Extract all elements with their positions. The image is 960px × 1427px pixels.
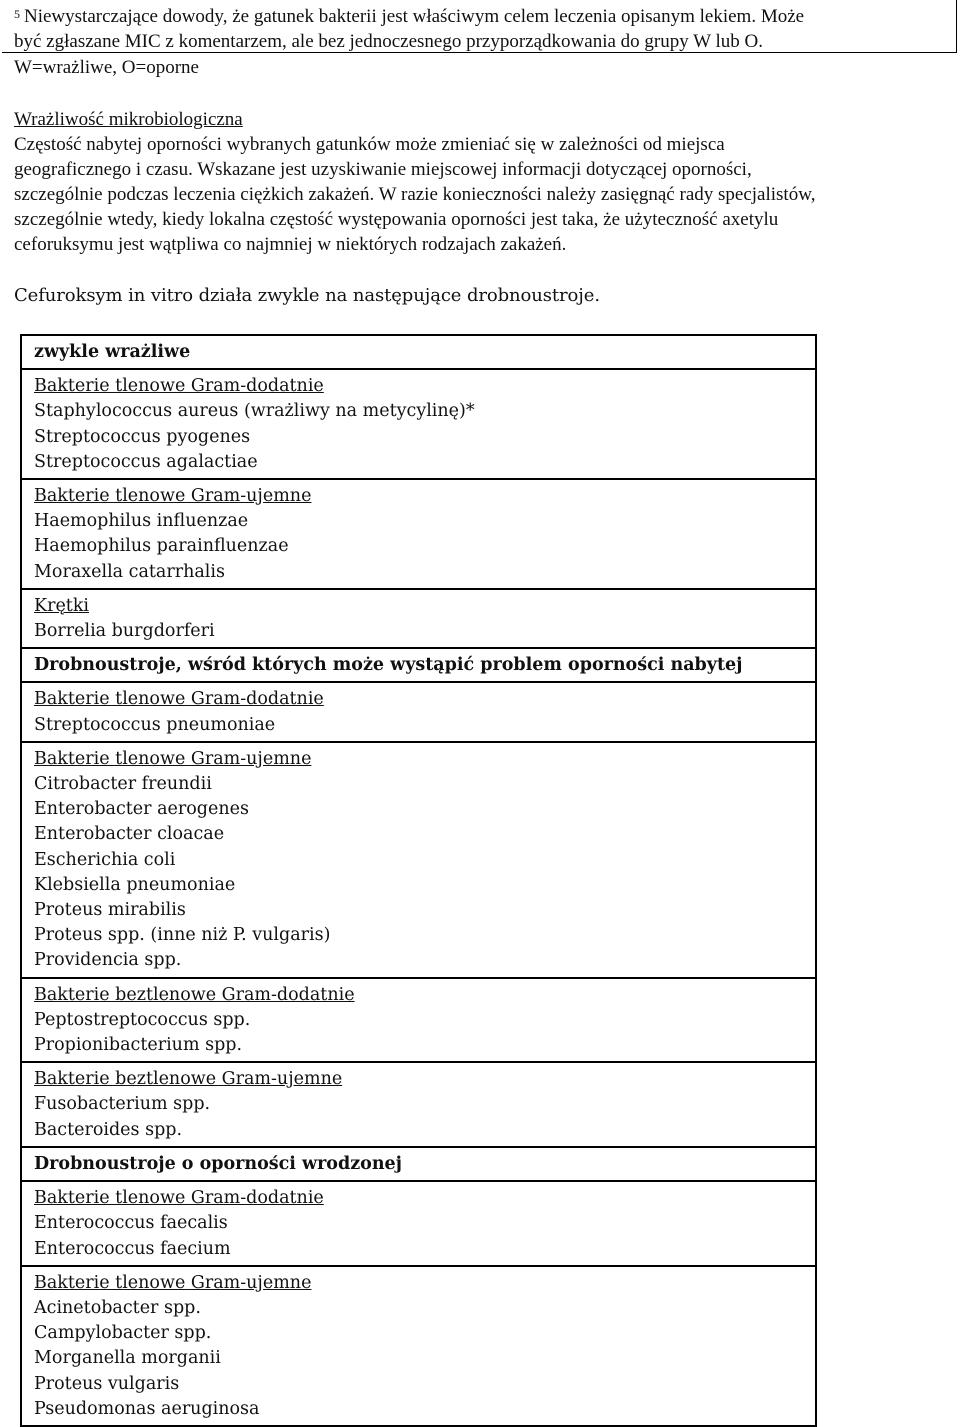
group-cell bbox=[21, 682, 816, 741]
body-line-4: szczególnie wtedy, kiedy lokalna częstość występowania oporności jest taka, że użyteczność axetylu bbox=[14, 209, 779, 230]
organism-item: Pseudomonas aeruginosa bbox=[34, 1398, 260, 1419]
organism-item: Propionibacterium spp. bbox=[34, 1035, 243, 1056]
organism-item: Streptococcus agalactiae bbox=[34, 451, 258, 472]
organism-item: Campylobacter spp. bbox=[34, 1323, 212, 1344]
group-row bbox=[21, 1062, 816, 1147]
organism-item: Haemophilus influenzae bbox=[34, 511, 249, 532]
group-row bbox=[21, 479, 816, 589]
organism-item: Enterobacter cloacae bbox=[34, 824, 225, 845]
organism-item: Streptococcus pneumoniae bbox=[34, 714, 276, 735]
group-row bbox=[21, 589, 816, 648]
category-label: Krętki bbox=[34, 595, 90, 616]
group-cell bbox=[21, 1266, 816, 1426]
group-row bbox=[21, 742, 816, 978]
category-label: Bakterie beztlenowe Gram-dodatnie bbox=[34, 984, 355, 1005]
organism-item: Haemophilus parainfluenzae bbox=[34, 536, 289, 557]
section-title: Drobnoustroje o oporności wrodzonej bbox=[21, 1147, 816, 1181]
organism-item: Staphylococcus aureus (wrażliwy na metycylinę)* bbox=[34, 401, 475, 422]
category-label: Bakterie tlenowe Gram-dodatnie bbox=[34, 376, 324, 397]
organism-item: Borrelia burgdorferi bbox=[34, 621, 215, 642]
organism-item: Proteus mirabilis bbox=[34, 900, 186, 921]
organism-item: Enterobacter aerogenes bbox=[34, 799, 249, 820]
section-heading: Wrażliwość mikrobiologiczna bbox=[14, 109, 243, 130]
body-line-3: szczególnie podczas leczenia ciężkich zakażeń. W razie konieczności należy zasięgnąć rady specjalistów, bbox=[14, 184, 816, 205]
footnote-number: 5 bbox=[14, 7, 20, 21]
body-line-1: Częstość nabytej oporności wybranych gatunków może zmieniać się w zależności od miejsca bbox=[14, 134, 725, 155]
group-row bbox=[21, 682, 816, 741]
footnote-line-3: W=wrażliwe, O=oporne bbox=[14, 57, 199, 78]
group-cell bbox=[21, 1181, 816, 1266]
footnote-line-1: $^5$ Niewystarczające dowody, że gatunek bakterii jest właściwym celem leczenia opisanym lekiem. Może bbox=[14, 6, 805, 27]
group-row bbox=[21, 978, 816, 1063]
organism-item: Proteus spp. (inne niż P. vulgaris) bbox=[34, 925, 331, 946]
organism-item: Klebsiella pneumoniae bbox=[34, 874, 236, 895]
group-row bbox=[21, 1266, 816, 1426]
organism-item: Escherichia coli bbox=[34, 849, 176, 870]
organism-item: Bacteroides spp. bbox=[34, 1119, 183, 1140]
group-cell bbox=[21, 589, 816, 648]
group-cell bbox=[21, 479, 816, 589]
organism-item: Providencia spp. bbox=[34, 950, 182, 971]
organism-item: Morganella morganii bbox=[34, 1348, 221, 1369]
section-title: Drobnoustroje, wśród których może wystąpić problem oporności nabytej bbox=[21, 648, 816, 682]
section-row bbox=[21, 1147, 816, 1181]
group-cell bbox=[21, 742, 816, 978]
organism-item: Acinetobacter spp. bbox=[34, 1297, 201, 1318]
organism-item: Enterococcus faecalis bbox=[34, 1213, 228, 1234]
section-title: zwykle wrażliwe bbox=[21, 335, 816, 369]
organism-item: Streptococcus pyogenes bbox=[34, 426, 251, 447]
body-line-2: geograficznego i czasu. Wskazane jest uzyskiwanie miejscowej informacji dotyczącej oporności, bbox=[14, 159, 752, 180]
organism-item: Enterococcus faecium bbox=[34, 1238, 231, 1259]
footnote-line-2: być zgłaszane MIC z komentarzem, ale bez jednoczesnego przyporządkowania do grupy W lub O. bbox=[14, 31, 763, 52]
group-cell bbox=[21, 978, 816, 1063]
group-row bbox=[21, 1181, 816, 1266]
section-row bbox=[21, 648, 816, 682]
susceptibility-table bbox=[20, 334, 817, 1427]
category-label: Bakterie tlenowe Gram-ujemne bbox=[34, 1272, 312, 1293]
organism-item: Citrobacter freundii bbox=[34, 774, 212, 795]
body-line-5: ceforuksymu jest wątpliwa co najmniej w niektórych rodzajach zakażeń. bbox=[14, 234, 567, 255]
section-row bbox=[21, 335, 816, 369]
organism-item: Fusobacterium spp. bbox=[34, 1094, 211, 1115]
category-label: Bakterie tlenowe Gram-ujemne bbox=[34, 748, 312, 769]
organism-item: Peptostreptococcus spp. bbox=[34, 1009, 251, 1030]
category-label: Bakterie beztlenowe Gram-ujemne bbox=[34, 1069, 343, 1090]
group-cell bbox=[21, 369, 816, 479]
category-label: Bakterie tlenowe Gram-ujemne bbox=[34, 486, 312, 507]
group-row bbox=[21, 369, 816, 479]
organism-item: Proteus vulgaris bbox=[34, 1373, 180, 1394]
category-label: Bakterie tlenowe Gram-dodatnie bbox=[34, 1188, 324, 1209]
category-label: Bakterie tlenowe Gram-dodatnie bbox=[34, 689, 324, 710]
group-cell bbox=[21, 1062, 816, 1147]
intro-line: Cefuroksym in vitro działa zwykle na następujące drobnoustroje. bbox=[14, 285, 600, 306]
organism-item: Moraxella catarrhalis bbox=[34, 561, 225, 582]
